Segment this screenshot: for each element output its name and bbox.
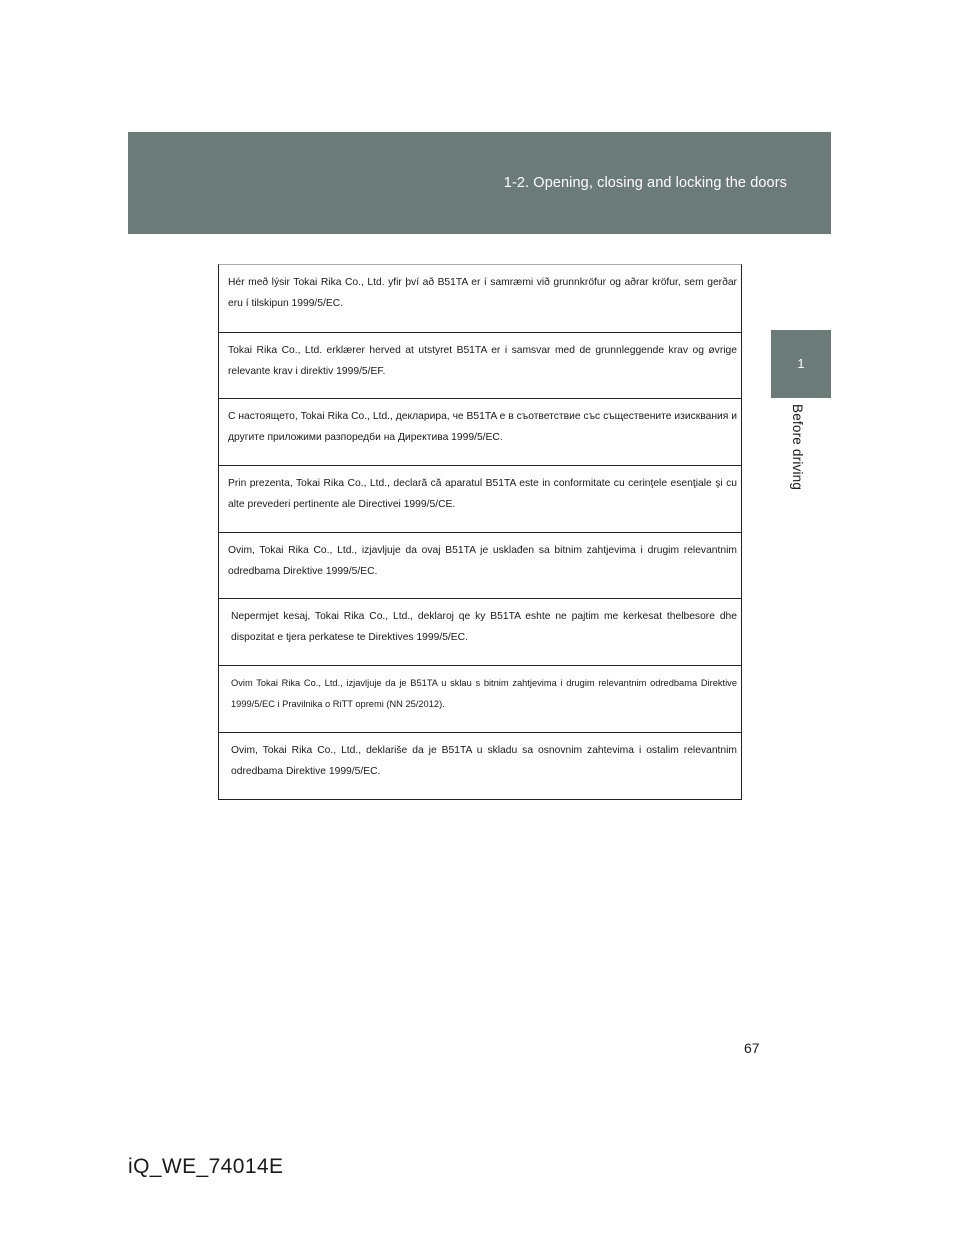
chapter-number: 1 [797,356,805,371]
declaration-croatian: Ovim Tokai Rika Co., Ltd., izjavljuje da je B51TA u sklau s bitnim zahtjevima i drugim relevantnim odredbama Direktive 1999/5/EC i Pravilnika o RiTT opremi (NN 25/2012). [219,665,741,732]
declaration-bosnian: Ovim, Tokai Rika Co., Ltd., izjavljuje da ovaj B51TA je usklađen sa bitnim zahtjevima i drugim relevantnim odredbama Direktive 1999/5/EC. [219,532,741,599]
declaration-bulgarian: С настоящето, Tokai Rika Co., Ltd., декларира, че B51TA е в съответствие със съществените изисквания и другите приложими разпоредби на Директива 1999/5/EC. [219,398,741,465]
page-number: 67 [744,1040,760,1056]
chapter-label: Before driving [790,404,805,491]
declaration-table [218,264,742,800]
section-header [128,132,831,234]
declaration-serbian: Ovim, Tokai Rika Co., Ltd., deklariše da je B51TA u skladu sa osnovnim zahtevima i ostalim relevantnim odredbama Direktive 1999/5/EC. [219,732,741,799]
declaration-norwegian: Tokai Rika Co., Ltd. erklærer herved at utstyret B51TA er i samsvar med de grunnleggende krav og øvrige relevante krav i direktiv 1999/5/EF. [219,332,741,399]
chapter-tab [771,330,831,398]
declaration-romanian: Prin prezenta, Tokai Rika Co., Ltd., declară că aparatul B51TA este in conformitate cu cerinţele esenţiale şi cu alte prevederi pertinente ale Directivei 1999/5/CE. [219,465,741,532]
declaration-albanian: Nepermjet kesaj, Tokai Rika Co., Ltd., deklaroj qe ky B51TA eshte ne pajtim me kerkesat thelbesore dhe dispozitat e tjera perkatese te Direktives 1999/5/EC. [219,598,741,665]
declaration-icelandic: Hér með lýsir Tokai Rika Co., Ltd. yfir því að B51TA er í samræmi við grunnkröfur og aðrar kröfur, sem gerðar eru í tilskipun 1999/5/EC. [228,277,737,309]
document-code: iQ_WE_74014E [128,1155,284,1178]
section-title: 1-2. Opening, closing and locking the doors [503,175,787,191]
